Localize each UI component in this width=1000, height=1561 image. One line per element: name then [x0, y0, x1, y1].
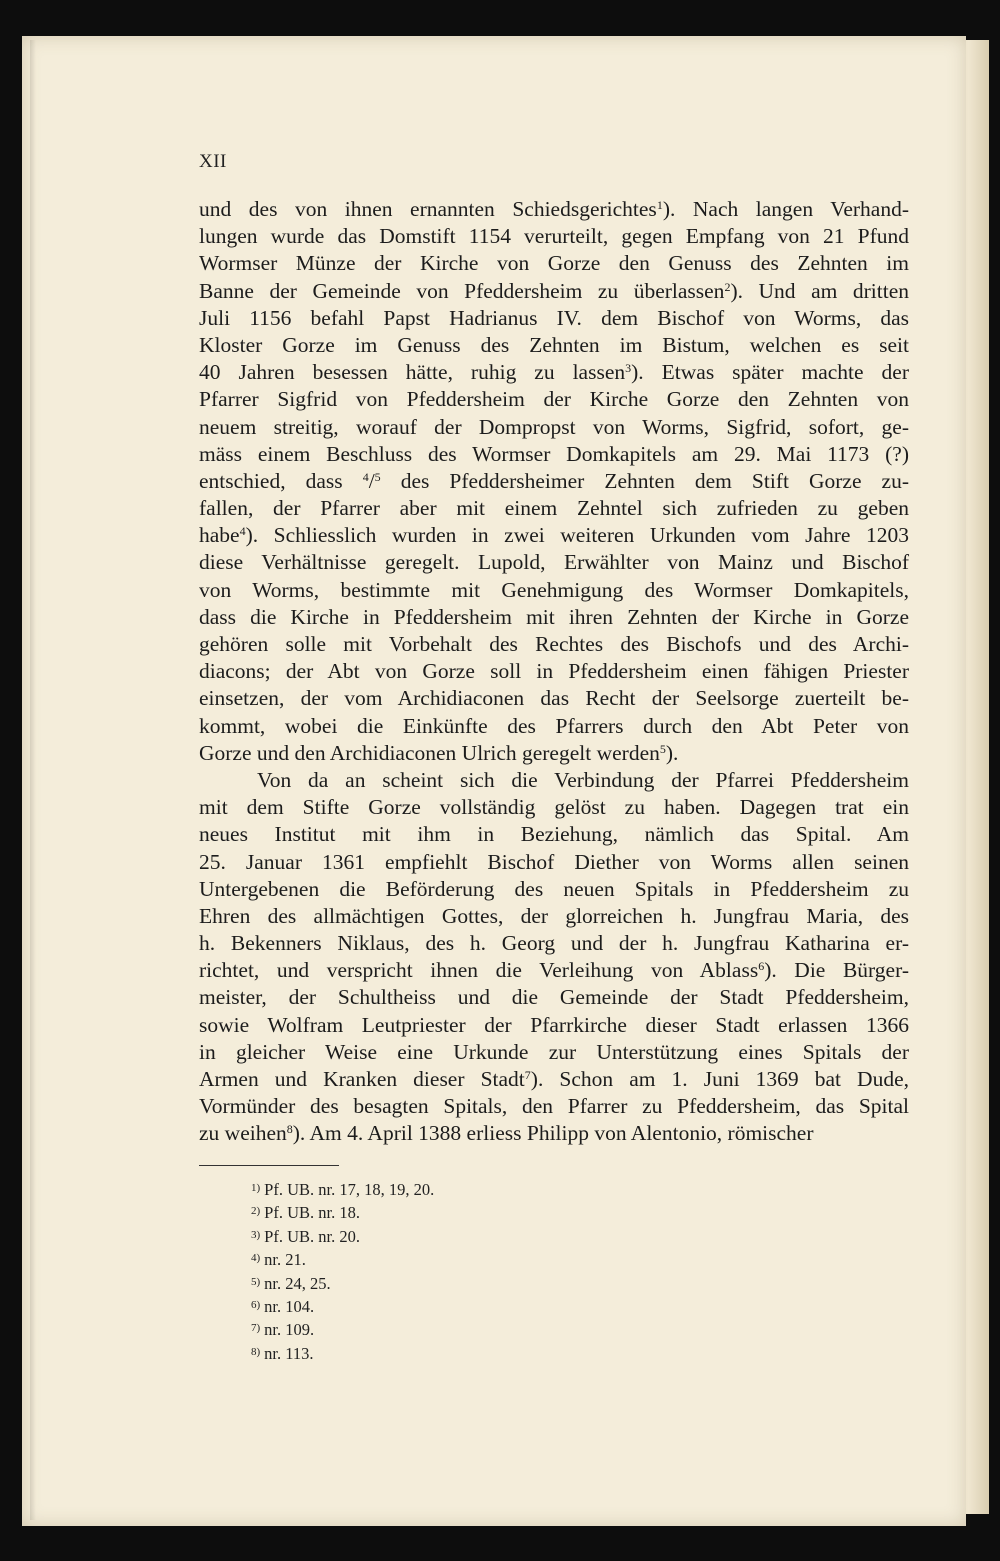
- footnote-marker: 5: [374, 469, 381, 484]
- footnote-item: [251, 1200, 434, 1223]
- text-segment: /: [368, 468, 375, 493]
- text-segment: 40 Jahren besessen hätte, ruhig zu lassen: [199, 360, 626, 385]
- footnote-mark: 1): [251, 1182, 261, 1194]
- footnote-marker: 6: [758, 959, 765, 974]
- text-line: [199, 522, 909, 549]
- text-line: [199, 1120, 909, 1147]
- text-line: [199, 1039, 909, 1066]
- footnote-mark: 2): [251, 1205, 261, 1218]
- text-line: [199, 740, 909, 767]
- text-segment: ). Nach langen Verhand-: [662, 197, 910, 221]
- footnote-marker: 4: [362, 469, 369, 484]
- text-segment: von Worms, bestimmte mit Genehmigung des Wormser Domkapitels,: [199, 577, 909, 602]
- text-line: [199, 876, 909, 903]
- text-segment: zu weihen: [199, 1121, 287, 1146]
- text-line: [199, 713, 909, 740]
- text-segment: lungen wurde das Domstift 1154 verurteilt, gegen Empfang von 21 Pfund: [199, 224, 909, 249]
- text-segment: gehören solle mit Vorbehalt des Rechtes des Bischofs und des Archi-: [199, 632, 909, 656]
- footnote-marker: 2: [724, 279, 731, 294]
- footnote-marker: 1: [656, 198, 663, 212]
- text-segment: ). Schon am 1. Juni 1369 bat Dude,: [530, 1067, 909, 1091]
- text-segment: Pfarrer Sigfrid von Pfeddersheim der Kirche Gorze den Zehnten von: [199, 387, 909, 412]
- text-segment: diacons; der Abt von Gorze soll in Pfeddersheim einen fähigen Priester: [199, 659, 909, 684]
- footnote-mark: 3): [251, 1228, 261, 1241]
- text-segment: Wormser Münze der Kirche von Gorze den Genuss des Zehnten im: [199, 251, 909, 276]
- page-number: XII: [199, 151, 227, 172]
- footnote-marker: 7: [524, 1068, 531, 1082]
- footnote-rule: [199, 1165, 339, 1166]
- text-line: [199, 305, 909, 332]
- footnote-item: [251, 1177, 434, 1200]
- text-line: [199, 930, 909, 957]
- footnote-text: Pf. UB. nr. 20.: [264, 1226, 360, 1246]
- footnote-marker: 5: [659, 741, 666, 756]
- text-segment: kommt, wobei die Einkünfte des Pfarrers durch den Abt Peter von: [199, 713, 909, 738]
- footnote-text: nr. 113.: [264, 1343, 314, 1363]
- footnotes: [251, 1177, 434, 1364]
- text-segment: ). Etwas später machte der: [631, 360, 909, 385]
- text-segment: neues Institut mit ihm in Beziehung, nämlich das Spital. Am: [199, 822, 909, 847]
- text-line: [199, 468, 909, 495]
- text-line: [199, 631, 909, 658]
- footnote-item: [251, 1341, 434, 1364]
- text-line: [199, 332, 909, 359]
- footnote-mark: 7): [251, 1322, 261, 1335]
- footnote-mark: 6): [251, 1298, 261, 1311]
- text-segment: mäss einem Beschluss des Wormser Domkapitels am 29. Mai 1173 (?): [199, 441, 909, 466]
- text-segment: habe: [199, 523, 240, 548]
- text-segment: 25. Januar 1361 empfiehlt Bischof Diether von Worms allen seinen: [199, 849, 909, 874]
- footnote-marker: 3: [625, 361, 632, 376]
- footnote-text: nr. 21.: [264, 1250, 306, 1270]
- text-line: [199, 604, 909, 631]
- text-line: [199, 549, 909, 576]
- text-segment: h. Bekenners Niklaus, des h. Georg und der h. Jungfrau Katharina er-: [199, 931, 909, 956]
- footnote-item: [251, 1271, 434, 1294]
- text-segment: Gorze und den Archidiaconen Ulrich geregelt werden: [199, 740, 660, 765]
- footnote-mark: 8): [251, 1345, 261, 1358]
- text-line: [199, 495, 909, 522]
- text-segment: ). Schliesslich wurden in zwei weiteren Urkunden vom Jahre 1203: [245, 523, 909, 548]
- footnote-mark: 5): [251, 1275, 261, 1288]
- text-segment: ). Am 4. April 1388 erliess Philipp von Alentonio, römischer: [292, 1121, 814, 1146]
- text-segment: meister, der Schultheiss und die Gemeinde der Stadt Pfeddersheim,: [199, 985, 909, 1010]
- text-segment: und des von ihnen ernannten Schiedsgerichtes: [199, 197, 657, 221]
- text-segment: in gleicher Weise eine Urkunde zur Unterstützung eines Spitals der: [199, 1039, 909, 1064]
- text-line: [199, 278, 909, 305]
- text-line: [199, 414, 909, 441]
- text-line: [199, 1066, 909, 1093]
- text-segment: fallen, der Pfarrer aber mit einem Zehntel sich zufrieden zu geben: [199, 496, 909, 521]
- text-line: [199, 984, 909, 1011]
- text-segment: Ehren des allmächtigen Gottes, der glorreichen h. Jungfrau Maria, des: [199, 903, 909, 928]
- text-segment: ). Und am dritten: [730, 278, 909, 303]
- footnote-text: nr. 104.: [264, 1296, 315, 1316]
- footnote-marker: 8: [286, 1122, 293, 1137]
- footnote-mark: 4): [251, 1252, 261, 1265]
- text-segment: diese Verhältnisse geregelt. Lupold, Erwählter von Mainz und Bischof: [199, 550, 909, 575]
- text-segment: Armen und Kranken dieser Stadt: [199, 1067, 525, 1091]
- footnote-text: nr. 109.: [264, 1320, 315, 1340]
- text-line: [199, 359, 909, 386]
- body-text: [199, 196, 909, 1148]
- text-segment: ).: [665, 740, 679, 765]
- text-segment: Banne der Gemeinde von Pfeddersheim zu überlassen: [199, 278, 725, 303]
- text-segment: sowie Wolfram Leutpriester der Pfarrkirche dieser Stadt erlassen 1366: [199, 1012, 909, 1037]
- text-line: [199, 577, 909, 604]
- footnote-text: nr. 24, 25.: [264, 1273, 331, 1293]
- text-line: [199, 767, 909, 794]
- footnote-item: [251, 1224, 434, 1247]
- text-line: [199, 903, 909, 930]
- text-segment: neuem streitig, worauf der Dompropst von Worms, Sigfrid, sofort, ge-: [199, 414, 909, 439]
- footnote-item: [251, 1294, 434, 1317]
- text-segment: Von da an scheint sich die Verbindung der Pfarrei Pfeddersheim: [257, 767, 909, 792]
- text-segment: richtet, und verspricht ihnen die Verleihung von Ablass: [199, 958, 759, 983]
- footnote-marker: 4: [239, 524, 246, 539]
- text-line: [199, 196, 909, 223]
- text-line: [199, 1093, 909, 1120]
- text-segment: einsetzen, der vom Archidiaconen das Recht der Seelsorge zuerteilt be-: [199, 686, 909, 711]
- text-line: [199, 957, 909, 984]
- text-segment: mit dem Stifte Gorze vollständig gelöst zu haben. Dagegen trat ein: [199, 795, 909, 820]
- text-segment: Vormünder des besagten Spitals, den Pfarrer zu Pfeddersheim, das Spital: [199, 1094, 909, 1119]
- text-line: [199, 223, 909, 250]
- text-line: [199, 794, 909, 821]
- footnote-item: [251, 1247, 434, 1270]
- footnote-text: Pf. UB. nr. 17, 18, 19, 20.: [264, 1180, 435, 1199]
- text-segment: Juli 1156 befahl Papst Hadrianus IV. dem Bischof von Worms, das: [199, 305, 909, 330]
- text-segment: Untergebenen die Beförderung des neuen Spitals in Pfeddersheim zu: [199, 876, 909, 901]
- footnote-text: Pf. UB. nr. 18.: [264, 1203, 360, 1223]
- text-segment: dass die Kirche in Pfeddersheim mit ihren Zehnten der Kirche in Gorze: [199, 604, 909, 629]
- text-segment: des Pfeddersheimer Zehnten dem Stift Gorze zu-: [380, 468, 910, 493]
- text-line: [199, 441, 909, 468]
- text-line: [199, 386, 909, 413]
- footnote-item: [251, 1317, 434, 1340]
- page-fold-shadow: [30, 40, 36, 1520]
- text-line: [199, 849, 909, 876]
- text-segment: entschied, dass: [199, 468, 363, 493]
- text-segment: Kloster Gorze im Genuss des Zehnten im Bistum, welchen es seit: [199, 332, 909, 357]
- text-line: [199, 821, 909, 848]
- text-line: [199, 658, 909, 685]
- text-line: [199, 685, 909, 712]
- text-segment: ). Die Bürger-: [764, 958, 909, 983]
- text-line: [199, 1012, 909, 1039]
- text-line: [199, 250, 909, 277]
